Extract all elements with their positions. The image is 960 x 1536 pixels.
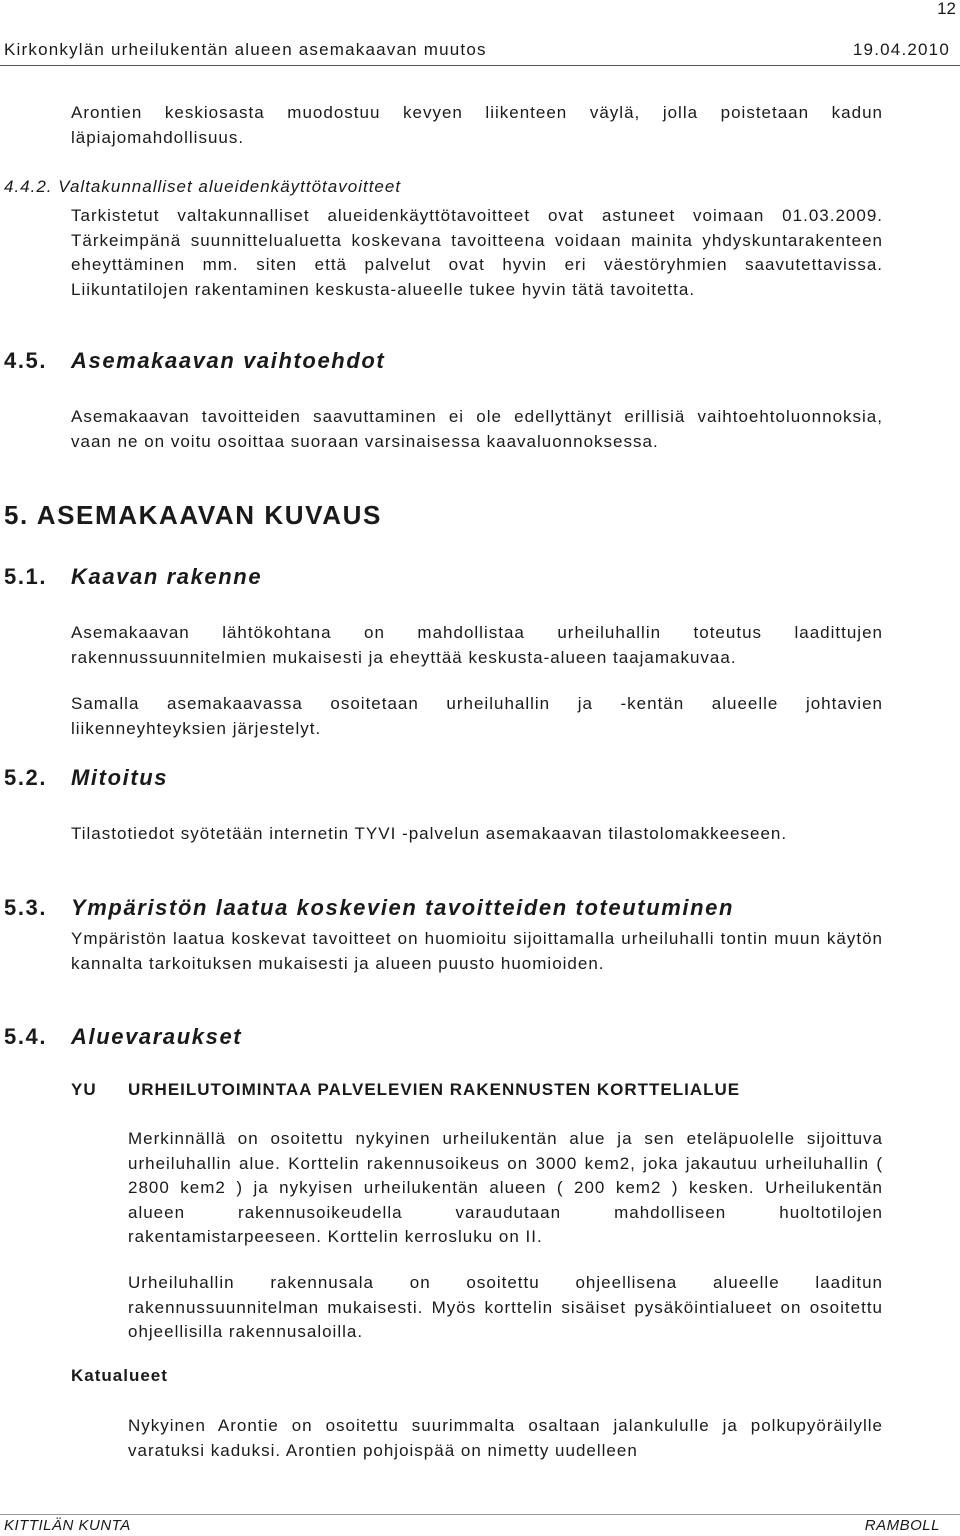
- section-5-2-heading: [4, 765, 168, 791]
- section-5-1-heading: [4, 564, 262, 590]
- section-title: Ympäristön laatua koskevien tavoitteiden toteutuminen: [71, 895, 735, 920]
- chapter-5-heading: 5. ASEMAKAAVAN KUVAUS: [4, 500, 382, 530]
- footer-municipality: KITTILÄN KUNTA: [4, 1517, 131, 1534]
- section-5-1-text-2: Samalla asemakaavassa osoitetaan urheiluhallin ja -kentän alueelle johtavien liikenneyhteyksien järjestelyt.: [71, 694, 883, 738]
- section-5-2-text: Tilastotiedot syötetään internetin TYVI -palvelun asemakaavan tilastolomakkeeseen.: [71, 824, 788, 843]
- section-number: 5.4.: [4, 1024, 48, 1049]
- zone-code-yu: YU: [71, 1080, 97, 1099]
- document-title: Kirkonkylän urheilukentän alueen asemakaavan muutos: [4, 40, 487, 59]
- section-title: Asemakaavan vaihtoehdot: [71, 348, 386, 373]
- page-number: 12: [937, 0, 956, 18]
- zone-title-yu: URHEILUTOIMINTAA PALVELEVIEN RAKENNUSTEN KORTTELIALUE: [128, 1080, 741, 1099]
- section-5-3-text: Ympäristön laatua koskevat tavoitteet on huomioitu sijoittamalla urheiluhalli tontin muun käytön kannalta tarkoituksen mukaisesti ja alueen puusto huomioiden.: [71, 929, 883, 973]
- intro-paragraph: Arontien keskiosasta muodostuu kevyen liikenteen väylä, jolla poistetaan kadun läpiajomahdollisuus.: [71, 103, 883, 147]
- section-5-3-heading: [4, 895, 734, 921]
- header-divider: [0, 65, 960, 66]
- section-number: 5.3.: [4, 895, 48, 920]
- section-4-5-text: Asemakaavan tavoitteiden saavuttaminen ei ole edellyttänyt erillisiä vaihtoehtoluonnoksia, vaan ne on voitu osoittaa suoraan varsinaisessa kaavaluonnoksessa.: [71, 407, 883, 451]
- section-4-4-2-heading: 4.4.2. Valtakunnalliset alueidenkäyttötavoitteet: [4, 177, 402, 196]
- section-5-1-text-1: Asemakaavan lähtökohtana on mahdollistaa urheiluhallin toteutus laadittujen rakennussuunnitelmien mukaisesti ja eheyttää keskusta-alueen taajamakuvaa.: [71, 623, 883, 667]
- section-title: Mitoitus: [71, 765, 169, 790]
- section-title: Aluevaraukset: [71, 1024, 243, 1049]
- section-4-4-2-text: Tarkistetut valtakunnalliset alueidenkäyttötavoitteet ovat astuneet voimaan 01.03.2009. Tärkeimpänä suunnittelualuetta koskevana tavoitteena voidaan mainita yhdyskuntarakenteen eheyttäminen mm. siten että palvelut ovat hyvin eri väestöryhmien saavutettavissa. Liikuntatilojen rakentaminen keskusta-alueelle tukee hyvin tätä tavoitetta.: [71, 206, 883, 299]
- document-date: 19.04.2010: [852, 40, 950, 59]
- zone-yu-text-1: Merkinnällä on osoitettu nykyinen urheilukentän alue ja sen eteläpuolelle sijoittuva urheiluhallin alue. Korttelin rakennusoikeus on 3000 kem2, joka jakautuu urheiluhallin ( 2800 kem2 ) ja nykyisen urheilukentän alueen ( 200 kem2 ) kesken. Urheilukentän alueen rakennusoikeudella varaudutaan mahdolliseen huoltotilojen rakentamistarpeeseen. Korttelin kerrosluku on II.: [128, 1129, 883, 1246]
- section-number: 5.2.: [4, 765, 48, 790]
- section-4-5-heading: [4, 348, 385, 374]
- section-number: 4.5.: [4, 348, 48, 373]
- section-title: Kaavan rakenne: [71, 564, 263, 589]
- zone-yu-text-2: Urheiluhallin rakennusala on osoitettu ohjeellisena alueelle laaditun rakennussuunnitelman mukaisesti. Myös korttelin sisäiset pysäköintialueet on osoitettu ohjeellisilla rakennusaloilla.: [128, 1273, 883, 1341]
- footer-divider: [0, 1514, 960, 1515]
- footer-company: RAMBOLL: [864, 1517, 940, 1534]
- katualueet-heading: Katualueet: [71, 1366, 168, 1385]
- section-number: 5.1.: [4, 564, 48, 589]
- section-5-4-heading: [4, 1024, 242, 1050]
- katualueet-text: Nykyinen Arontie on osoitettu suurimmalta osaltaan jalankululle ja polkupyöräilylle varatuksi kaduksi. Arontien pohjoispää on nimetty uudelleen: [128, 1416, 883, 1460]
